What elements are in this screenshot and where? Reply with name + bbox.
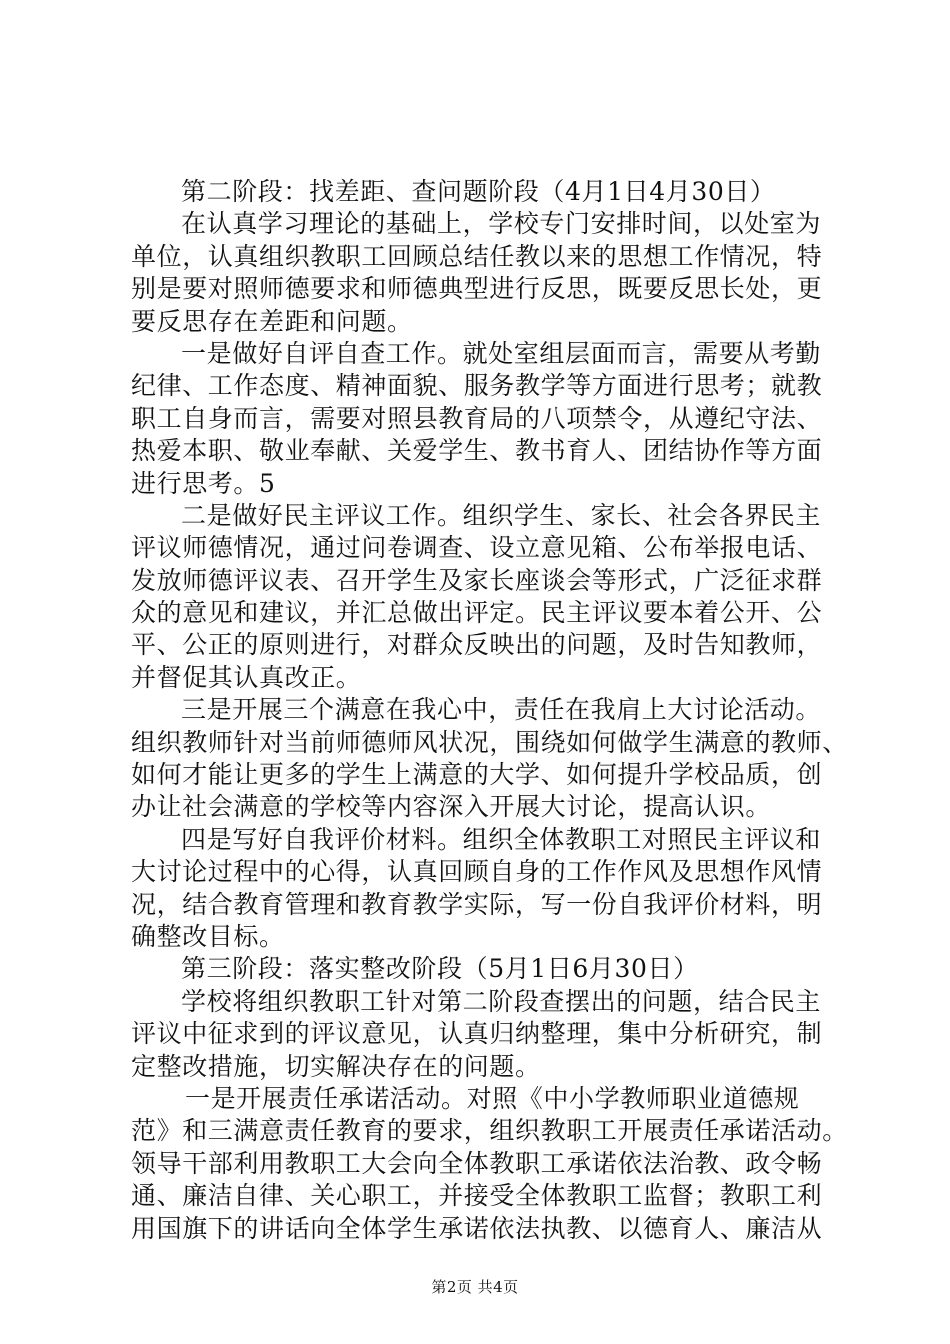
text-line: 并督促其认真改正。 [131, 662, 362, 692]
text-line: 进行思考。5 [131, 468, 276, 498]
text-line: 纪律、工作态度、精神面貌、服务教学等方面进行思考；就教 [131, 371, 823, 401]
text-line: 单位，认真组织教职工回顾总结任教以来的思想工作情况，特 [131, 241, 823, 271]
document-body [131, 176, 848, 1245]
text-line: 况，结合教育管理和教育教学实际，写一份自我评价材料，明 [131, 889, 823, 919]
text-line: 办让社会满意的学校等内容深入开展大讨论，提高认识。 [131, 792, 772, 822]
text-line: 热爱本职、敬业奉献、关爱学生、教书育人、团结协作等方面 [131, 436, 823, 466]
text-line: 评议师德情况，通过问卷调查、设立意见箱、公布举报电话、 [131, 533, 823, 563]
text-line: 大讨论过程中的心得，认真回顾自身的工作作风及思想作风情 [131, 857, 823, 887]
page-number-footer: 第2页 共4页 [431, 1278, 519, 1296]
text-line: 评议中征求到的评议意见，认真归纳整理，集中分析研究，制 [131, 1019, 823, 1049]
text-line: 别是要对照师德要求和师德典型进行反思，既要反思长处，更 [131, 274, 823, 304]
text-line: 通、廉洁自律、关心职工，并接受全体教职工监督；教职工利 [131, 1181, 823, 1211]
text-line: 一是开展责任承诺活动。对照《中小学教师职业道德规 [185, 1083, 800, 1113]
text-line: 二是做好民主评议工作。组织学生、家长、社会各界民主 [181, 500, 822, 530]
text-line: 要反思存在差距和问题。 [131, 306, 413, 336]
text-line: 发放师德评议表、召开学生及家长座谈会等形式，广泛征求群 [131, 565, 823, 595]
text-line: 用国旗下的讲话向全体学生承诺依法执教、以德育人、廉洁从 [131, 1213, 823, 1243]
text-line: 三是开展三个满意在我心中，责任在我肩上大讨论活动。 [181, 695, 822, 725]
text-line: 确整改目标。 [131, 921, 285, 951]
text-line: 学校将组织教职工针对第二阶段查摆出的问题，结合民主 [181, 986, 822, 1016]
text-line: 职工自身而言，需要对照县教育局的八项禁令，从遵纪守法、 [131, 403, 823, 433]
text-line: 定整改措施，切实解决存在的问题。 [131, 1051, 541, 1081]
text-line: 组织教师针对当前师德师风状况，围绕如何做学生满意的教师、 [131, 727, 848, 757]
text-line: 众的意见和建议，并汇总做出评定。民主评议要本着公开、公 [131, 598, 823, 628]
text-line: 一是做好自评自查工作。就处室组层面而言，需要从考勤 [181, 338, 822, 368]
text-line: 第二阶段：找差距、查问题阶段（4月1日4月30日） [181, 177, 776, 206]
text-line: 平、公正的原则进行，对群众反映出的问题，及时告知教师， [131, 630, 823, 660]
text-line: 第三阶段：落实整改阶段（5月1日6月30日） [181, 954, 699, 984]
text-line: 在认真学习理论的基础上，学校专门安排时间，以处室为 [181, 209, 822, 239]
text-line: 如何才能让更多的学生上满意的大学、如何提升学校品质，创 [131, 760, 823, 790]
text-line: 四是写好自我评价材料。组织全体教职工对照民主评议和 [181, 824, 822, 854]
text-line: 范》和三满意责任教育的要求，组织教职工开展责任承诺活动。 [131, 1116, 848, 1146]
text-line: 领导干部利用教职工大会向全体教职工承诺依法治教、政令畅 [131, 1148, 823, 1178]
